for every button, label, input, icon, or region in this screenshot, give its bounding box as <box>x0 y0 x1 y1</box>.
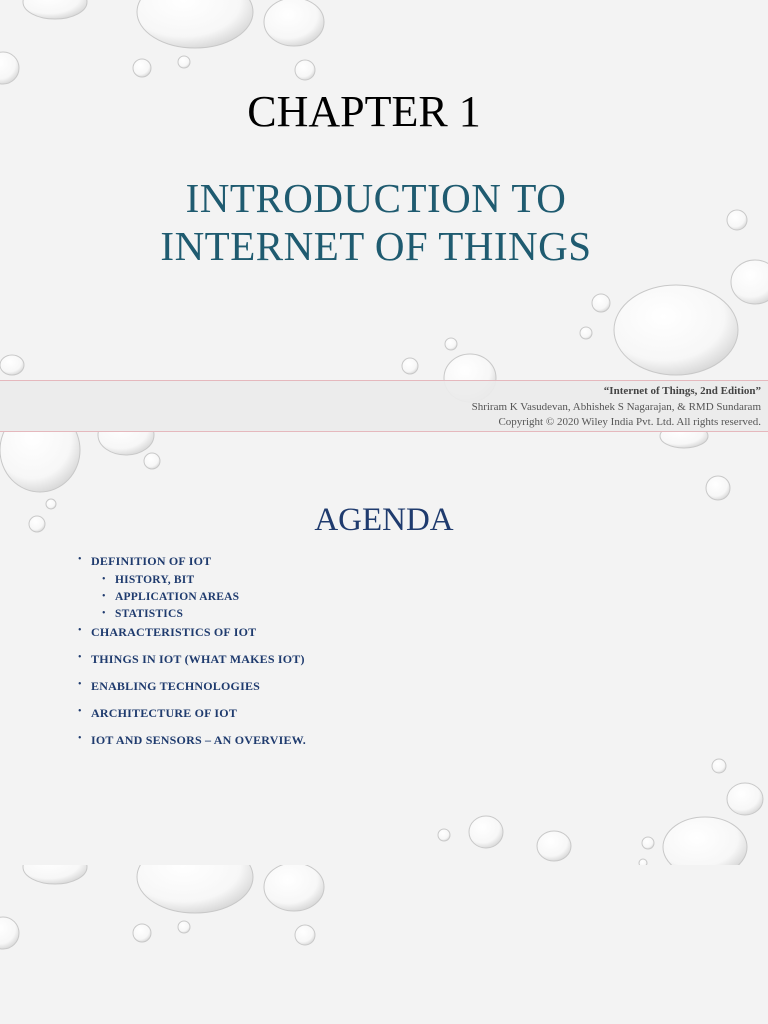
chapter-title <box>0 174 752 270</box>
agenda-sub-list <box>102 574 306 620</box>
agenda-item <box>78 733 306 748</box>
citation <box>472 384 761 431</box>
agenda-item-label: ENABLING TECHNOLOGIES <box>91 679 261 693</box>
agenda-sub-item <box>102 591 306 603</box>
agenda-item-label: THINGS IN IOT (WHAT MAKES IOT) <box>91 652 305 666</box>
citation-book-title: “Internet of Things, 2nd Edition” <box>603 385 761 397</box>
agenda-sub-item-label: STATISTICS <box>115 608 184 620</box>
agenda-sub-item-label: HISTORY, BIT <box>115 574 195 586</box>
citation-authors: Shriram K Vasudevan, Abhishek S Nagarajan, & RMD Sundaram <box>471 400 761 413</box>
citation-band <box>0 380 768 432</box>
agenda-item-label: DEFINITION OF IOT <box>91 554 212 568</box>
next-slide-partial <box>0 865 768 1024</box>
agenda-sub-item <box>102 574 306 586</box>
agenda-heading: AGENDA <box>314 502 454 538</box>
agenda-item-label: CHARACTERISTICS OF IOT <box>91 625 257 639</box>
citation-copyright: Copyright © 2020 Wiley India Pvt. Ltd. All rights reserved. <box>498 416 761 428</box>
agenda-sub-item <box>102 608 306 620</box>
agenda-item <box>78 706 306 721</box>
agenda-item-label: IOT AND SENSORS – AN OVERVIEW. <box>91 733 306 747</box>
agenda-slide <box>0 432 768 865</box>
water-drops-decoration <box>0 865 768 1024</box>
agenda-item <box>78 679 306 694</box>
chapter-number: CHAPTER 1 <box>247 87 481 136</box>
chapter-title-line-2: INTERNET OF THINGS <box>160 223 592 269</box>
agenda-sub-item-label: APPLICATION AREAS <box>115 591 240 603</box>
agenda-item <box>78 652 306 667</box>
agenda-list <box>78 554 306 760</box>
agenda-item <box>78 554 306 620</box>
chapter-title-line-1: INTRODUCTION TO <box>185 175 567 221</box>
agenda-item-label: ARCHITECTURE OF IOT <box>91 706 238 720</box>
title-slide <box>0 0 768 432</box>
agenda-item <box>78 625 306 640</box>
